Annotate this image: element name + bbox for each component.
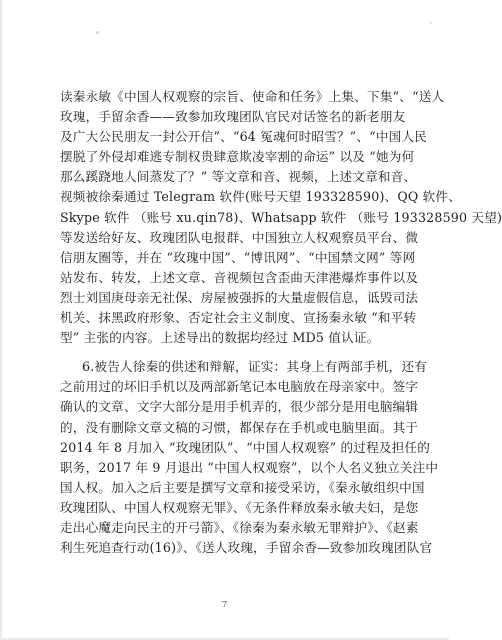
text-line: 确认的文章、文字大部分是用手机弄的，很少部分是用电脑编辑 [60, 399, 419, 415]
text-line: 站发布、转发，上述文章、音视频包含歪曲天津港爆炸事件以及 [60, 269, 419, 285]
text-line: 的，没有删除文章文稿的习惯，都保存在手机或电脑里面。其于 [60, 419, 419, 435]
text-line: 之前用过的坏旧手机以及两部新笔记本电脑放在母亲家中。签字 [60, 379, 419, 395]
text-line: 职务，2017 年 9 月退出 “中国人权观察”，以个人名义独立关注中 [60, 459, 439, 475]
text-line: 利生死追查行动(16)》、《送人玫瑰，手留余香—致参加玫瑰团队官 [60, 540, 433, 556]
text-line: 等发送给好友、玫瑰团队电报群、中国独立人权观察员平台、微 [60, 229, 419, 245]
text-line: 机关、抹黑政府形象、否定社会主义制度、宣扬秦永敏 “和平转 [60, 310, 417, 326]
text-line: 6.被告人徐秦的供述和辩解，证实：其身上有两部手机，还有 [82, 359, 428, 375]
text-line: 型” 主张的内容。上述导出的数据均经过 MD5 值认证。 [60, 330, 380, 346]
text-line: 国人权。加入之后主要是撰写文章和接受采访，《秦永敏组织中国 [60, 479, 425, 495]
text-line: 玫瑰团队、中国人权观察无罪》、《无条件释放秦永敏夫妇，是您 [60, 499, 419, 515]
scan-edge-left [0, 0, 2, 640]
text-line: 2014 年 8 月加入 “玫瑰团队”、“中国人权观察” 的过程及担任的 [60, 439, 431, 455]
text-line: 摆脱了外侵却难逃专制权贵肆意欺凌宰割的命运” 以及 “她为何 [60, 149, 415, 165]
text-line: 烈士刘国庚母亲无社保、房屋被强拆的大量虚假信息，诋毁司法 [60, 289, 419, 305]
text-line: 信朋友圈等，并在 “玫瑰中国”、“博讯网”、“中国禁文网” 等网 [60, 249, 416, 265]
text-line: Skype 软件 （账号 xu.qin78)、Whatsapp 软件 （账号 193328590 天望) [60, 209, 502, 225]
text-line: 读秦永敏《中国人权观察的宗旨、使命和任务》上集、下集”、“送人 [60, 89, 445, 104]
text-line: 玫瑰，手留余香——致参加玫瑰团队官民对话签名的新老朋友 [60, 109, 406, 125]
paragraph-spacer [60, 348, 396, 357]
text-line: 那么蹊跷地人间蒸发了？” 等文章和音、视频，上述文章和音、 [60, 169, 417, 185]
scan-speck [430, 22, 432, 24]
text-line: 走出心魔走向民主的开弓箭》、《徐秦为秦永敏无罪辩护》、《赵素 [60, 519, 419, 535]
document-body [60, 87, 502, 558]
text-line: 视频被徐秦通过 Telegram 软件(账号天望 193328590)、QQ 软件、 [60, 189, 461, 205]
paragraph-defendant-statement [60, 357, 439, 558]
scan-speck [96, 31, 99, 34]
page-number: 7 [221, 600, 228, 609]
paragraph-evidence-list [60, 87, 502, 348]
text-line: 及广大公民朋友一封公开信”、“64 冤魂何时昭雪？”、“中国人民 [60, 129, 428, 145]
